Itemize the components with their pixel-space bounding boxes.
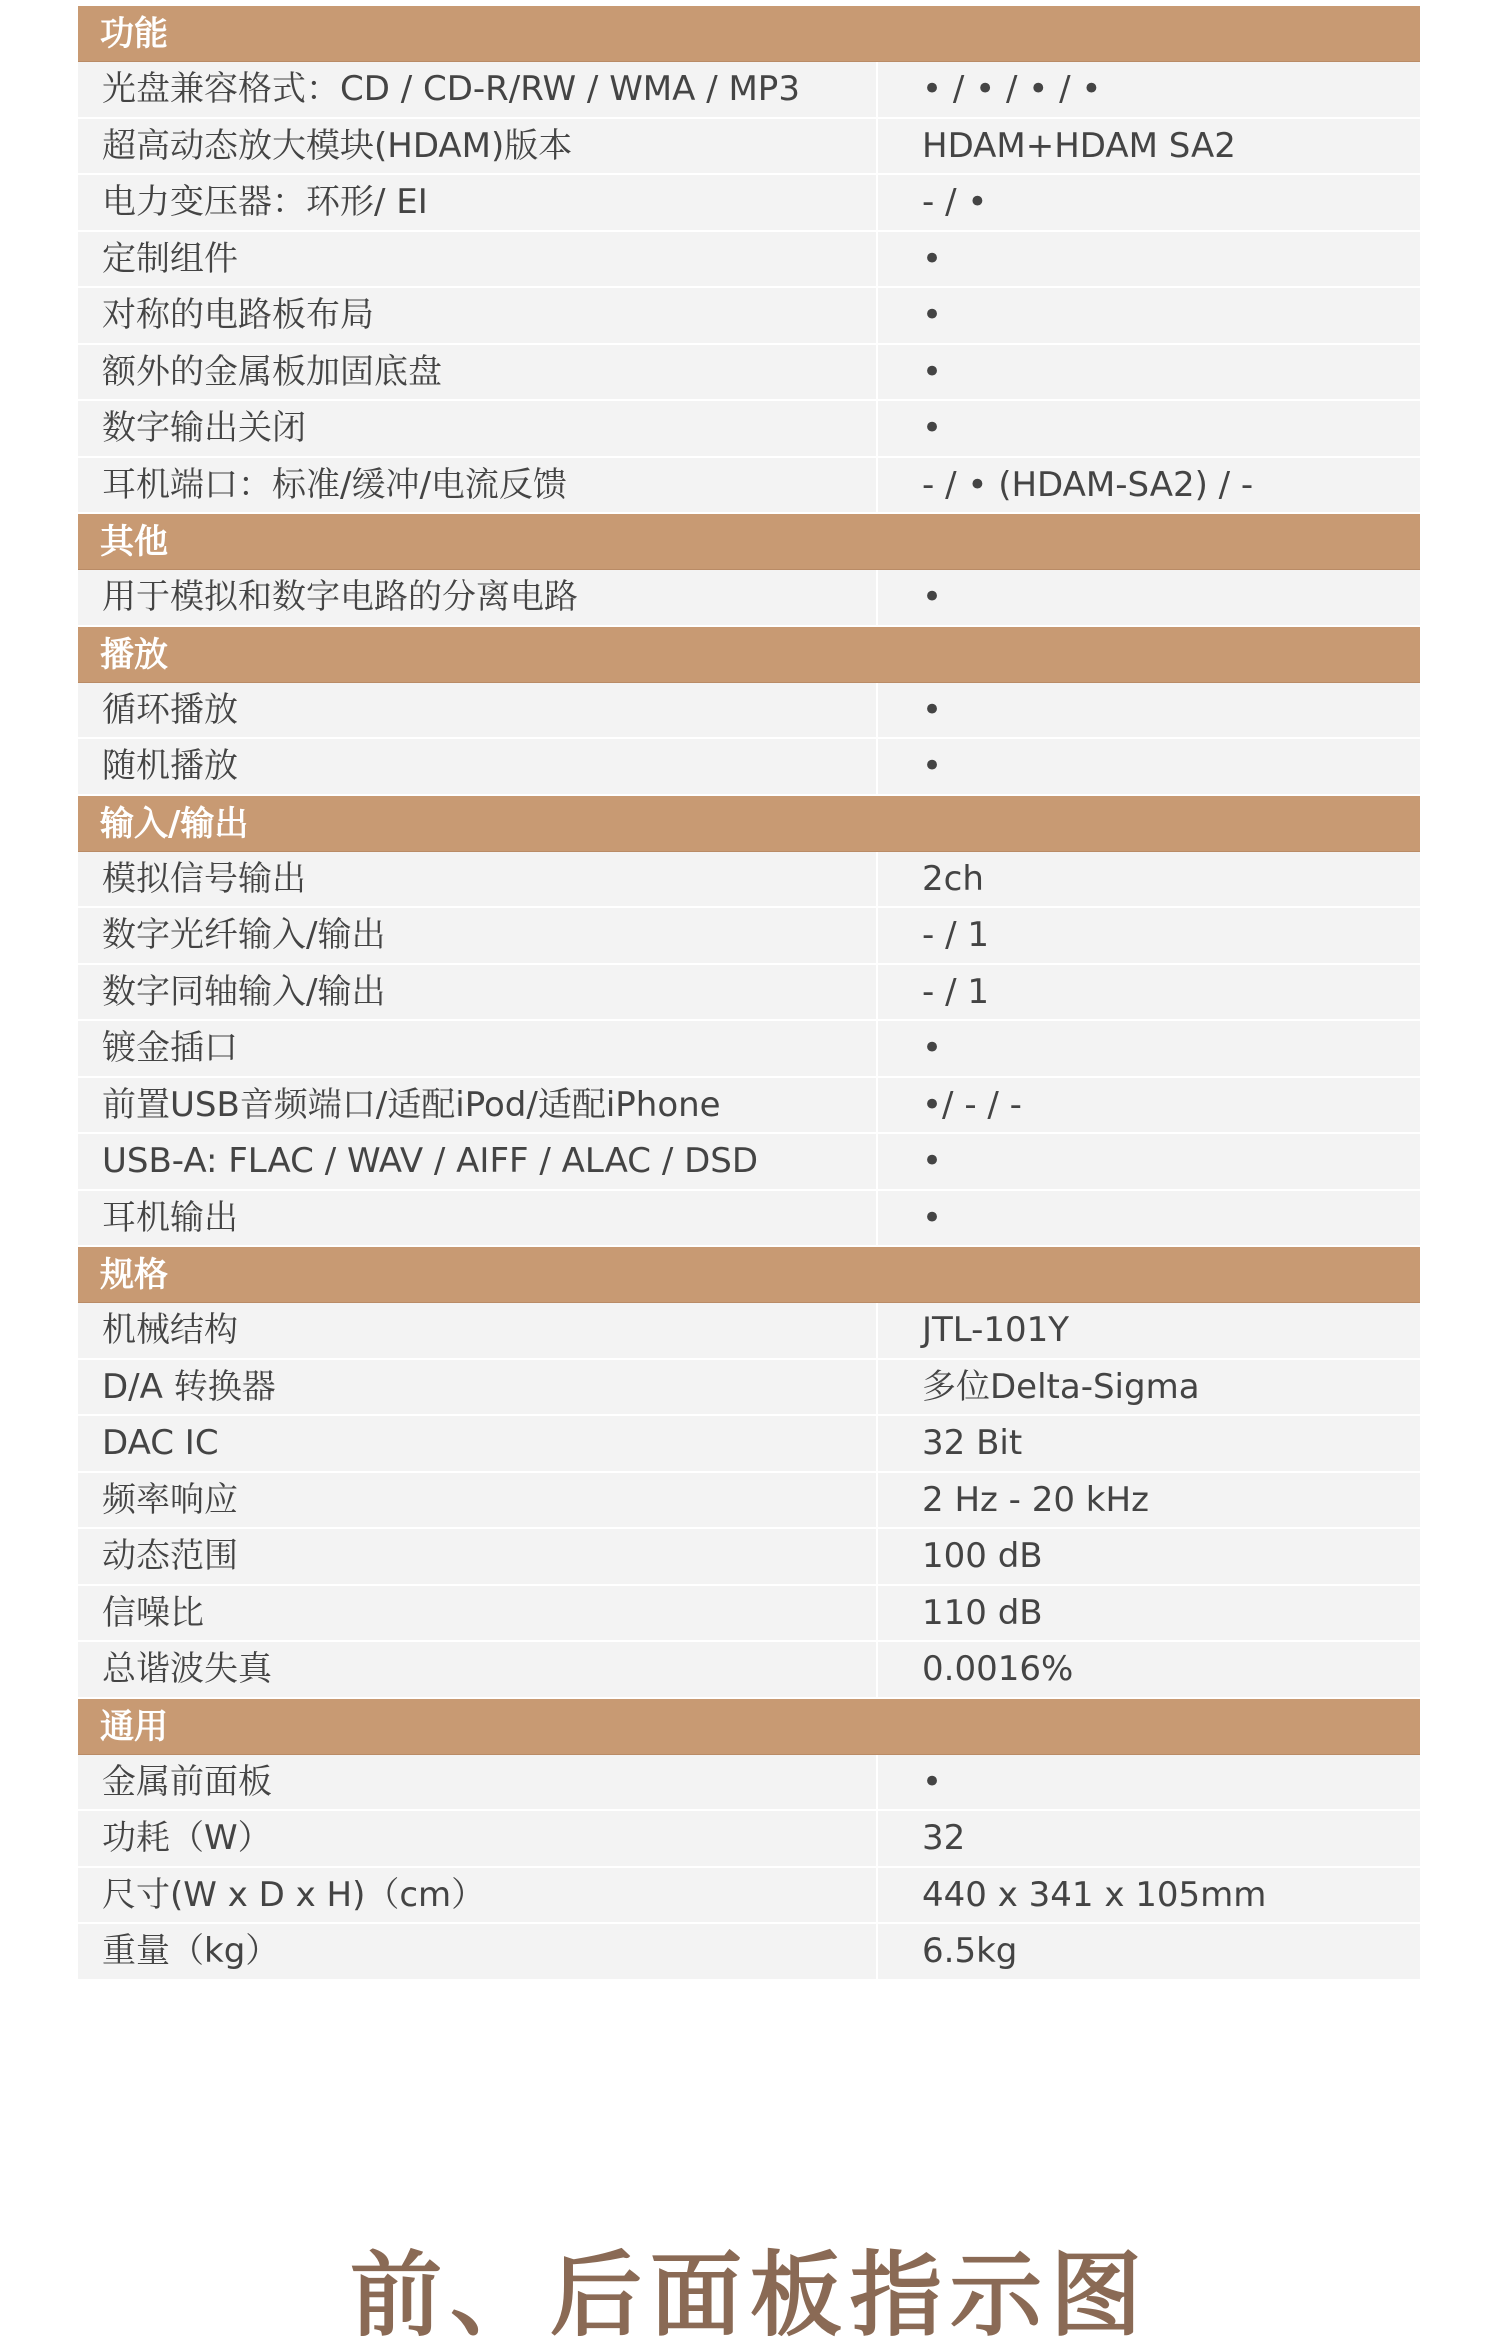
spec-row — [78, 739, 1420, 796]
spec-label: 循环播放 — [78, 683, 878, 738]
spec-row — [78, 1811, 1420, 1868]
spec-row — [78, 401, 1420, 458]
spec-row — [78, 1473, 1420, 1530]
spec-table — [78, 6, 1420, 1981]
section-header: 功能 — [78, 6, 1420, 62]
spec-label: 镀金插口 — [78, 1021, 878, 1076]
spec-label: 数字光纤输入/输出 — [78, 908, 878, 963]
spec-row — [78, 1021, 1420, 1078]
spec-row — [78, 1191, 1420, 1248]
spec-value: - / 1 — [922, 915, 989, 955]
spec-row — [78, 345, 1420, 402]
spec-label: 机械结构 — [78, 1303, 878, 1358]
section-header: 输入/输出 — [78, 796, 1420, 852]
spec-value: 32 — [922, 1818, 966, 1858]
spec-row — [78, 908, 1420, 965]
spec-label: 信噪比 — [78, 1586, 878, 1641]
spec-row — [78, 1078, 1420, 1135]
spec-value: - / 1 — [922, 971, 989, 1012]
spec-value: • — [922, 689, 943, 730]
spec-label: 随机播放 — [78, 739, 878, 794]
section-header: 其他 — [78, 514, 1420, 570]
spec-value: • — [922, 1141, 943, 1181]
spec-row — [78, 1755, 1420, 1812]
section-playback — [78, 627, 1420, 796]
spec-row — [78, 1303, 1420, 1360]
spec-row — [78, 1416, 1420, 1473]
spec-value: • — [922, 1197, 943, 1238]
spec-row — [78, 1134, 1420, 1191]
spec-value: 2 Hz - 20 kHz — [922, 1479, 1149, 1520]
spec-value: • — [922, 1028, 943, 1068]
spec-row — [78, 288, 1420, 345]
spec-label: 超高动态放大模块(HDAM)版本 — [78, 119, 878, 174]
spec-row — [78, 1868, 1420, 1925]
spec-value: • — [922, 408, 943, 448]
spec-label: 耳机端口：标准/缓冲/电流反馈 — [78, 458, 878, 513]
section-header: 规格 — [78, 1247, 1420, 1303]
spec-row — [78, 1360, 1420, 1417]
spec-label: 耳机输出 — [78, 1191, 878, 1246]
spec-label: 前置USB音频端口/适配iPod/适配iPhone — [78, 1078, 878, 1133]
spec-value: •/ - / - — [922, 1084, 1022, 1125]
spec-label: 数字输出关闭 — [78, 401, 878, 456]
spec-value: 110 dB — [922, 1592, 1043, 1633]
spec-value: 440 x 341 x 105mm — [922, 1874, 1267, 1915]
spec-row — [78, 62, 1420, 119]
spec-label: DAC IC — [78, 1416, 878, 1471]
section-other — [78, 514, 1420, 627]
spec-value: • — [922, 295, 943, 335]
spec-row — [78, 175, 1420, 232]
spec-value: 0.0016% — [922, 1649, 1074, 1689]
section-input-output — [78, 796, 1420, 1248]
spec-row — [78, 1586, 1420, 1643]
section-specifications — [78, 1247, 1420, 1699]
spec-label: USB-A: FLAC / WAV / AIFF / ALAC / DSD — [78, 1134, 878, 1189]
spec-row — [78, 852, 1420, 909]
spec-value: • — [922, 1761, 943, 1802]
spec-label: 光盘兼容格式：CD / CD-R/RW / WMA / MP3 — [78, 62, 878, 117]
spec-label: 用于模拟和数字电路的分离电路 — [78, 570, 878, 625]
spec-label: 尺寸(W x D x H)（cm） — [78, 1868, 878, 1923]
spec-value: 多位Delta-Sigma — [922, 1366, 1200, 1407]
panel-diagram-title: 前、后面板指示图 — [349, 2241, 1150, 2349]
section-header: 播放 — [78, 627, 1420, 683]
spec-value: • — [922, 746, 943, 786]
spec-value: • — [922, 238, 943, 279]
spec-value: 32 Bit — [922, 1423, 1023, 1463]
spec-label: 对称的电路板布局 — [78, 288, 878, 343]
spec-value: HDAM+HDAM SA2 — [922, 125, 1236, 166]
spec-row — [78, 232, 1420, 289]
spec-value: 6.5kg — [922, 1931, 1018, 1971]
spec-value: - / • — [922, 182, 988, 222]
spec-row — [78, 683, 1420, 740]
spec-value: 2ch — [922, 858, 984, 899]
section-header: 通用 — [78, 1699, 1420, 1755]
spec-value: 100 dB — [922, 1536, 1043, 1576]
spec-label: 频率响应 — [78, 1473, 878, 1528]
spec-label: 额外的金属板加固底盘 — [78, 345, 878, 400]
spec-value: - / • (HDAM-SA2) / - — [922, 464, 1254, 505]
spec-value: • — [922, 577, 943, 617]
spec-row — [78, 1924, 1420, 1981]
spec-label: D/A 转换器 — [78, 1360, 878, 1415]
spec-label: 定制组件 — [78, 232, 878, 287]
spec-label: 重量（kg） — [78, 1924, 878, 1979]
spec-label: 功耗（W） — [78, 1811, 878, 1866]
spec-label: 动态范围 — [78, 1529, 878, 1584]
spec-row — [78, 458, 1420, 515]
spec-value: JTL-101Y — [922, 1310, 1070, 1350]
spec-row — [78, 570, 1420, 627]
spec-label: 总谐波失真 — [78, 1642, 878, 1697]
section-general — [78, 1699, 1420, 1981]
spec-label: 数字同轴输入/输出 — [78, 965, 878, 1020]
spec-value: • / • / • / • — [922, 69, 1102, 109]
spec-label: 模拟信号输出 — [78, 852, 878, 907]
spec-row — [78, 965, 1420, 1022]
spec-value: • — [922, 351, 943, 392]
spec-row — [78, 1529, 1420, 1586]
section-features — [78, 6, 1420, 514]
spec-row — [78, 119, 1420, 176]
spec-row — [78, 1642, 1420, 1699]
spec-label: 金属前面板 — [78, 1755, 878, 1810]
spec-label: 电力变压器：环形/ EI — [78, 175, 878, 230]
